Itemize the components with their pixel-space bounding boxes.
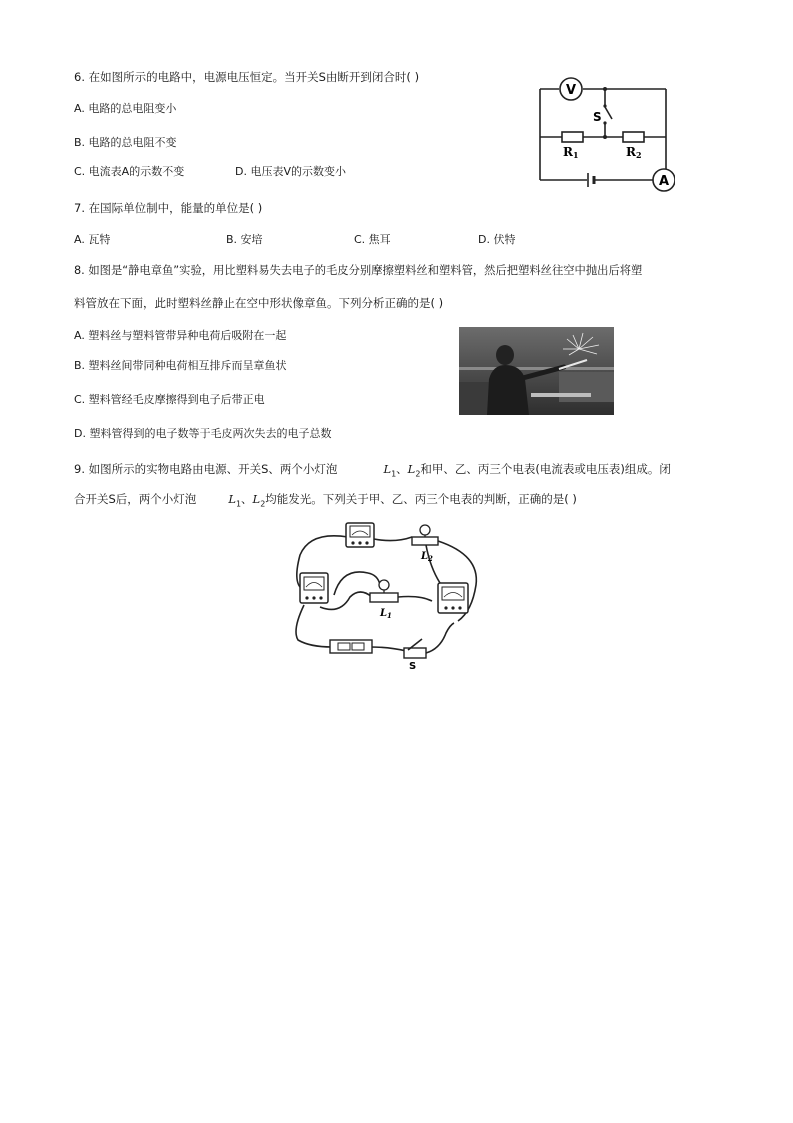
r2-label: R2 (626, 145, 642, 160)
q9-stem-line2-part1: 合开关S后，两个小灯泡 (74, 492, 197, 506)
q6-option-a: A. 电路的总电阻变小 (74, 102, 177, 115)
q7-option-c: C. 焦耳 (354, 233, 391, 246)
q9-l2-symbol: L (407, 462, 416, 476)
q8-option-d: D. 塑料管得到的电子数等于毛皮两次失去的电子总数 (74, 427, 332, 440)
meter-right-icon (438, 583, 468, 613)
voltmeter-label: V (565, 83, 577, 98)
q9-l1-symbol: L (383, 462, 392, 476)
resistor-r2-icon (623, 132, 644, 142)
q9-l1-subscript: 1 (391, 469, 397, 479)
q9-l1-subscript-2: 1 (235, 499, 242, 509)
bulb-l1-label: $L_1$ (380, 608, 392, 620)
ammeter-label: A (658, 174, 670, 189)
q9-stem-line1 (74, 461, 671, 482)
switch-icon (404, 639, 426, 658)
q9-physical-circuit (290, 515, 488, 671)
q9-stem-line1-part1: 9. 如图所示的实物电路由电源、开关S、两个小灯泡 (74, 462, 338, 476)
q6-circuit-diagram (535, 76, 675, 194)
q7-option-a: A. 瓦特 (74, 233, 111, 246)
q8-octopus-photo (459, 327, 614, 415)
q7-option-b: B. 安培 (226, 233, 263, 246)
q7-option-d: D. 伏特 (478, 233, 516, 246)
q6-option-d: D. 电压表V的示数变小 (235, 165, 346, 178)
switch-label: S (593, 110, 602, 124)
q8-option-c: C. 塑料管经毛皮摩擦得到电子后带正电 (74, 393, 265, 406)
q9-l1-symbol-2: L (228, 492, 236, 506)
q9-stem-line2-part2: 均能发光。下列关于甲、乙、丙三个电表的判断，正确的是( ) (265, 492, 577, 506)
q9-separator-2: 、 (241, 492, 253, 506)
q9-l2-symbol-2: L (252, 492, 261, 506)
q6-stem: 6. 在如图所示的电路中，电源电压恒定。当开关S由断开到闭合时( ) (74, 70, 420, 84)
q9-l2-subscript-2: 2 (260, 499, 266, 509)
battery-holder-icon (330, 640, 372, 653)
q9-separator: 、 (396, 462, 408, 476)
bulb-l1-icon (370, 580, 398, 602)
bulb-l2-label: $L_2$ (421, 551, 433, 563)
bulb-l2-icon (412, 525, 438, 545)
meter-left-icon (300, 573, 328, 603)
q8-option-b: B. 塑料丝间带同种电荷相互排斥而呈章鱼状 (74, 359, 287, 372)
resistor-r1-icon (562, 132, 583, 142)
q7-stem: 7. 在国际单位制中，能量的单位是( ) (74, 201, 263, 215)
q9-stem-line2 (74, 491, 577, 512)
q8-stem-line2: 料管放在下面，此时塑料丝静止在空中形状像章鱼。下列分析正确的是( ) (74, 296, 444, 310)
q9-l2-subscript: 2 (415, 469, 421, 479)
q9-stem-line1-part2: 和甲、乙、丙三个电表(电流表或电压表)组成。闭 (420, 462, 671, 476)
q6-option-c: C. 电流表A的示数不变 (74, 165, 185, 178)
q8-option-a: A. 塑料丝与塑料管带异种电荷后吸附在一起 (74, 329, 287, 342)
q8-stem-line1: 8. 如图是“静电章鱼”实验，用比塑料易失去电子的毛皮分别摩擦塑料丝和塑料管，然后把塑料丝往空中抛出后将塑 (74, 264, 643, 277)
meter-top-icon (346, 523, 374, 547)
r1-label: R1 (563, 145, 579, 160)
q6-option-b: B. 电路的总电阻不变 (74, 136, 177, 149)
switch-label-s: S (409, 661, 417, 671)
